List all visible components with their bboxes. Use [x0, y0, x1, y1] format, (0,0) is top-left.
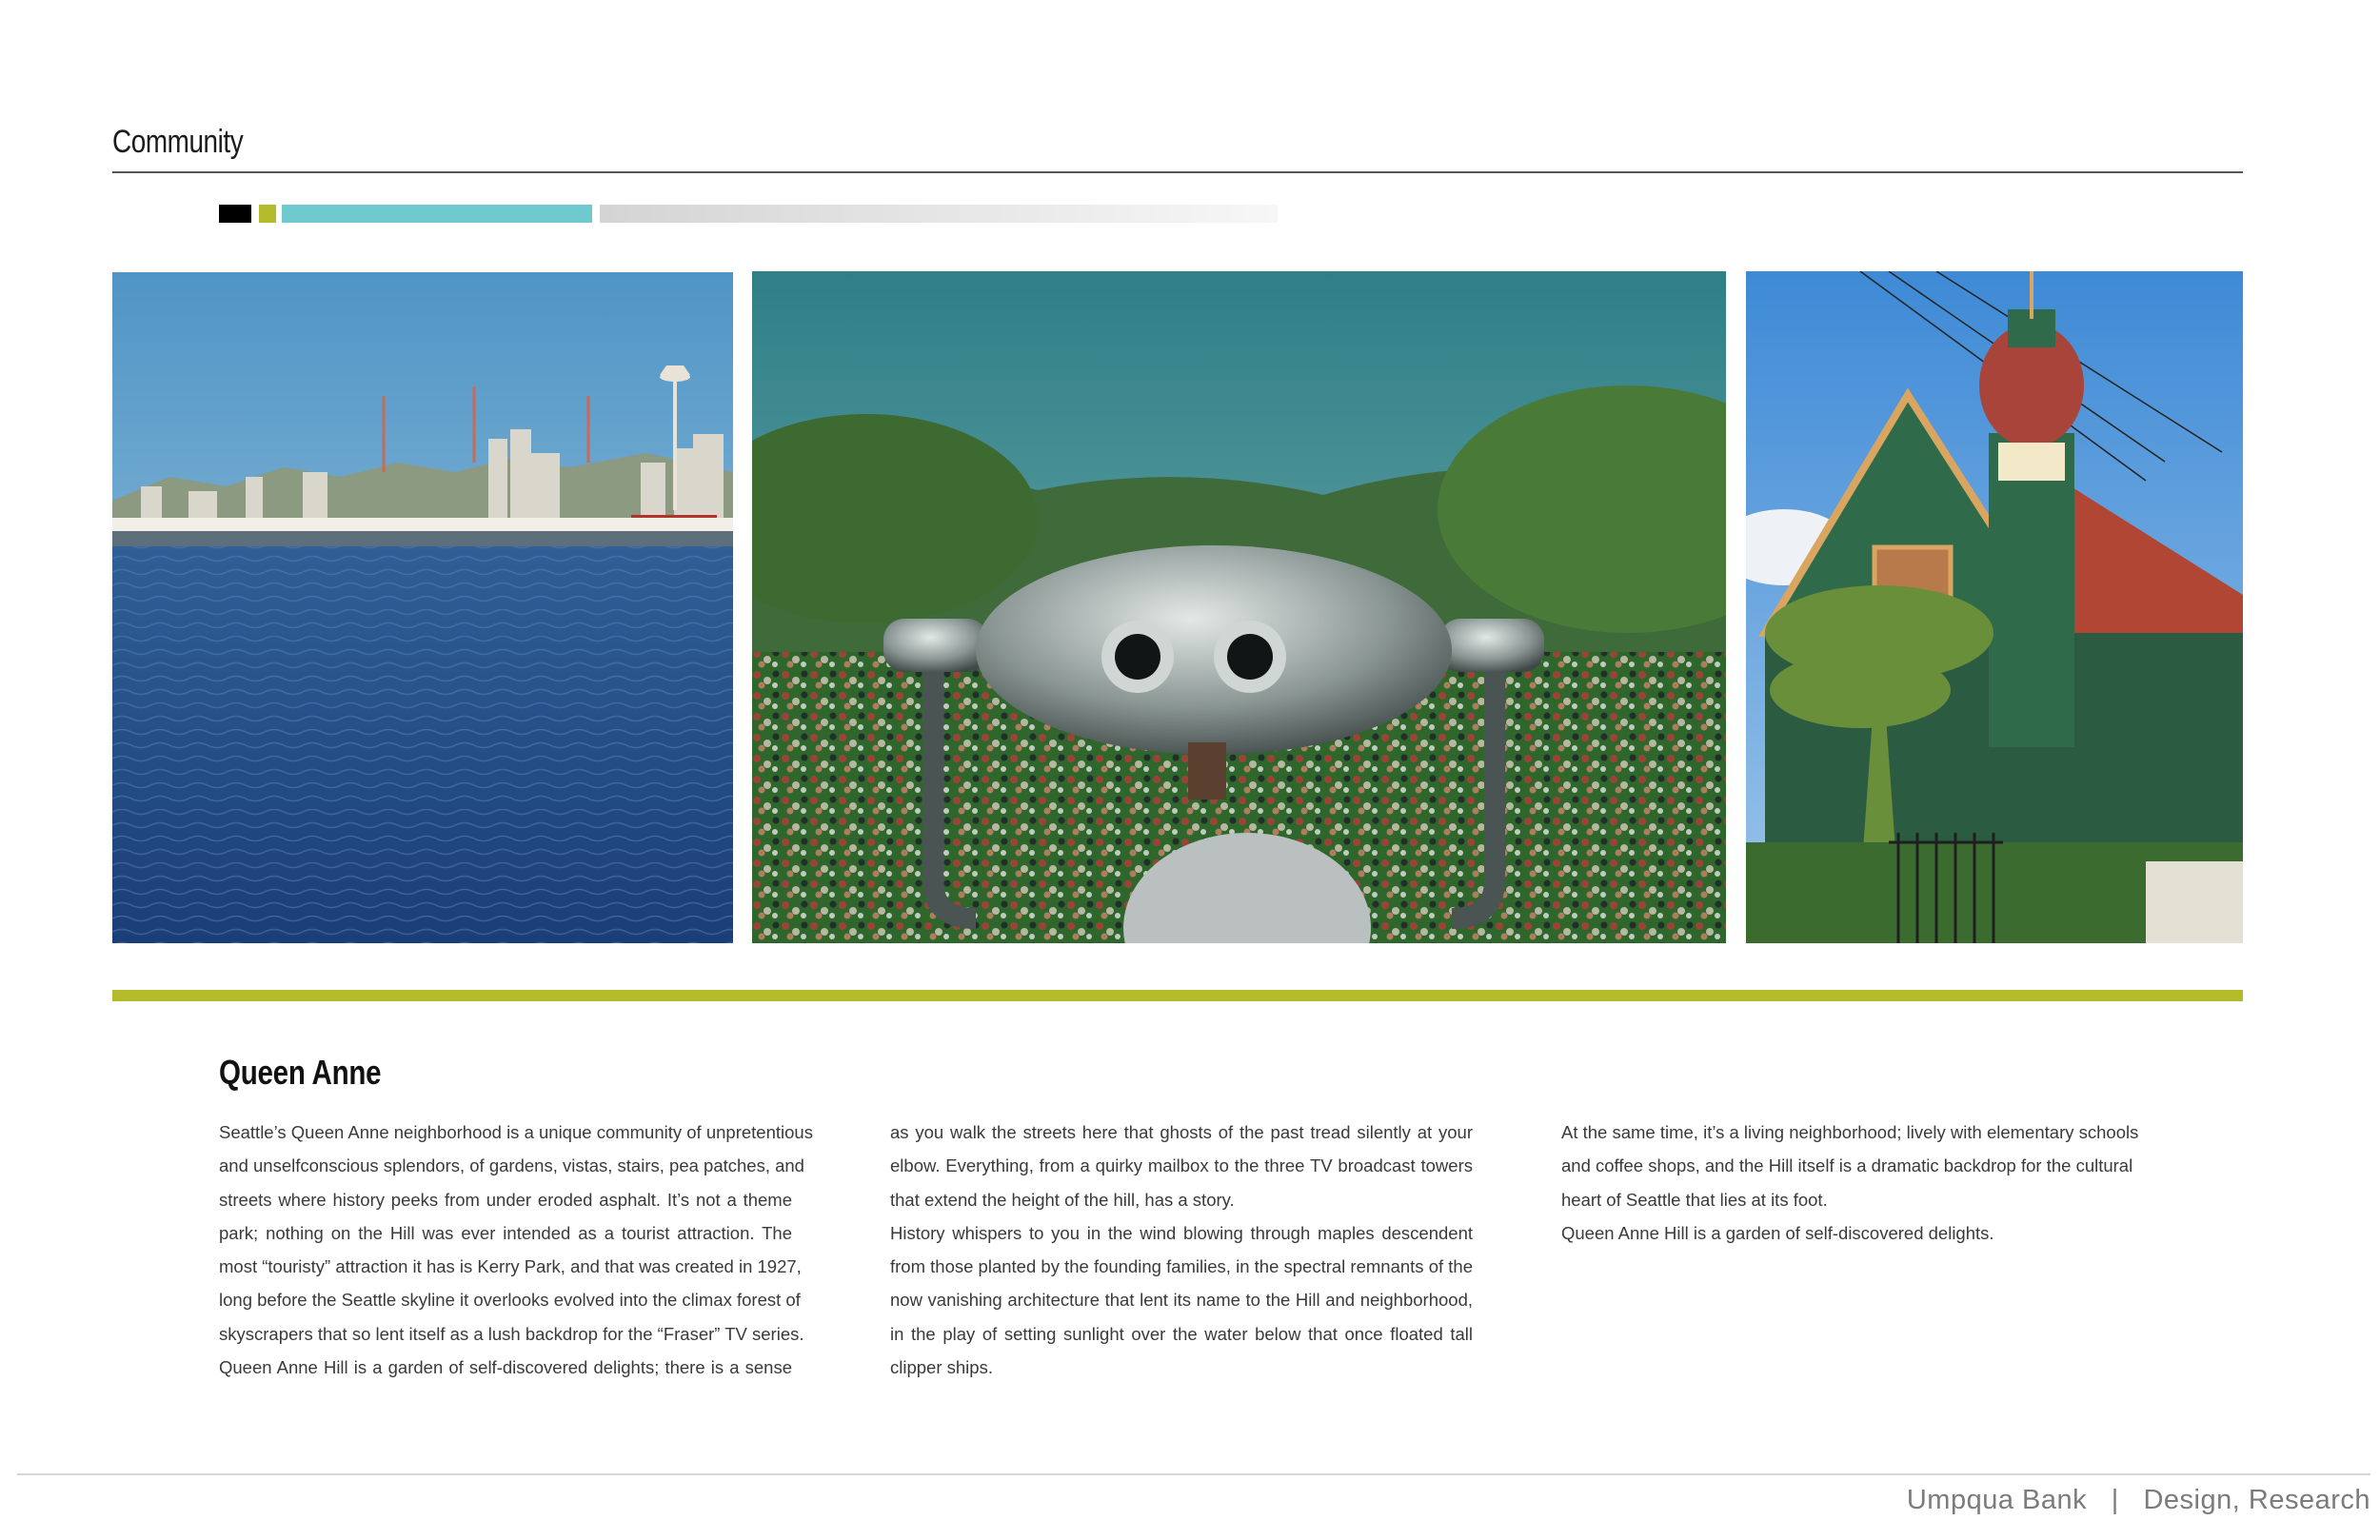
text-line: from those planted by the founding families, in the spectral remnants of the [890, 1256, 1473, 1277]
article-heading: Queen Anne [219, 1053, 382, 1092]
text-line: as you walk the streets here that ghosts of the past tread silently at your [890, 1122, 1473, 1142]
text-line: History whispers to you in the wind blowing through maples descendent [890, 1222, 1473, 1243]
title-rule [112, 171, 2243, 173]
text-line: Queen Anne Hill is a garden of self-discovered delights; there is a sense [219, 1357, 792, 1378]
text-column-3 [1561, 1116, 2139, 1250]
text-line: most “touristy” attraction it has is Kerry Park, and that was created in 1927, [219, 1256, 802, 1277]
text-line: elbow. Everything, from a quirky mailbox to the three TV broadcast towers [890, 1155, 1473, 1176]
text-line: that extend the height of the hill, has a story. [890, 1189, 1235, 1210]
text-line: heart of Seattle that lies at its foot. [1561, 1189, 1828, 1210]
waterfront-skyline-photo [112, 272, 733, 943]
text-line: clipper ships. [890, 1357, 993, 1378]
text-line: now vanishing architecture that lent its name to the Hill and neighborhood, [890, 1290, 1473, 1311]
text-column-1 [219, 1116, 813, 1384]
color-key-black [219, 205, 251, 223]
text-line: Queen Anne Hill is a garden of self-discovered delights. [1561, 1222, 1994, 1243]
victorian-house-photo [1746, 271, 2243, 943]
text-line: skyscrapers that so lent itself as a lush backdrop for the “Fraser” TV series. [219, 1323, 804, 1344]
text-line: park; nothing on the Hill was ever intended as a tourist attraction. The [219, 1222, 792, 1243]
section-title: Community [112, 124, 244, 160]
color-key-olive [259, 205, 276, 223]
text-line: streets where history peeks from under eroded asphalt. It’s not a theme [219, 1189, 792, 1210]
text-line: and unselfconscious splendors, of gardens, vistas, stairs, pea patches, and [219, 1155, 804, 1176]
color-key-teal [282, 205, 592, 223]
text-column-2 [890, 1116, 1473, 1384]
color-key-gray [600, 205, 1278, 223]
text-line: and coffee shops, and the Hill itself is a dramatic backdrop for the cultural [1561, 1155, 2133, 1176]
accent-divider [112, 990, 2243, 1001]
text-line: long before the Seattle skyline it overlooks evolved into the climax forest of [219, 1290, 801, 1311]
text-line: in the play of setting sunlight over the water below that once floated tall [890, 1323, 1473, 1344]
binocular-viewer-photo [752, 271, 1726, 943]
footer-credit: Umpqua Bank | Design, Research [1906, 1485, 2370, 1515]
footer-rule [17, 1473, 2370, 1475]
text-line: At the same time, it’s a living neighborhood; lively with elementary schools [1561, 1122, 2139, 1142]
text-line: Seattle’s Queen Anne neighborhood is a unique community of unpretentious [219, 1122, 813, 1142]
